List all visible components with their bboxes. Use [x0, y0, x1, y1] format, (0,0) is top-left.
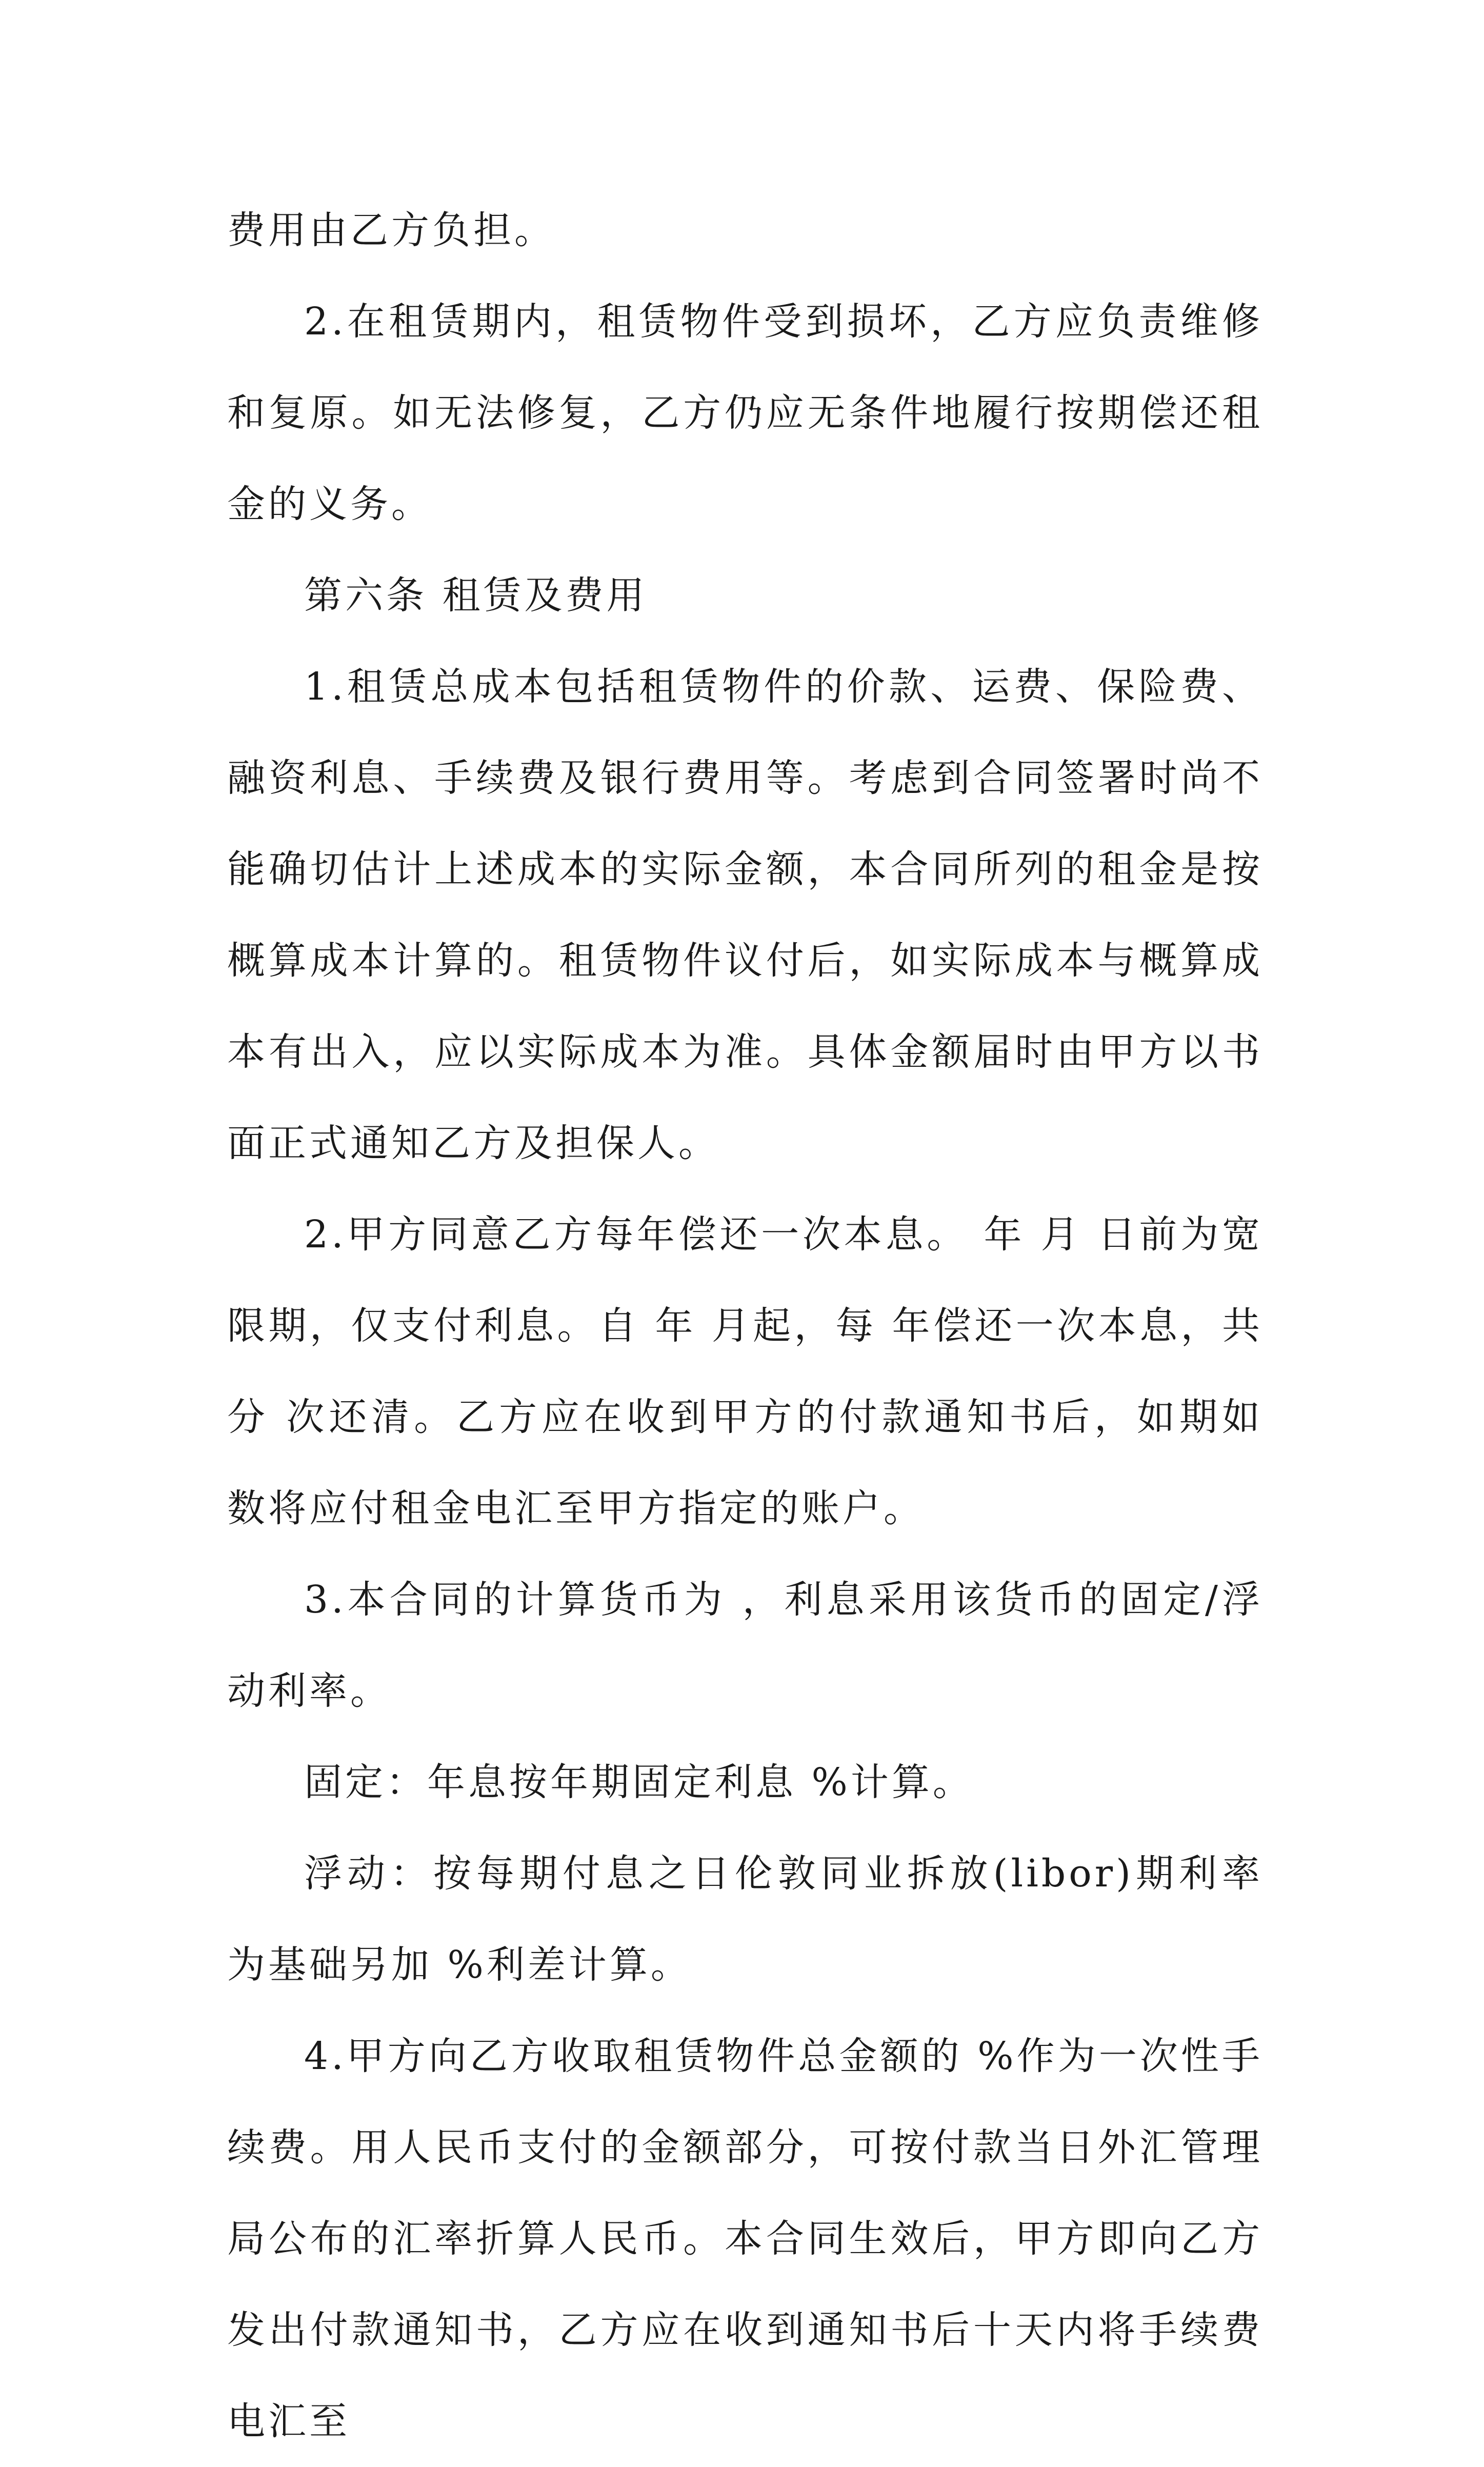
article-6-heading: 第六条 租赁及费用	[304, 573, 648, 618]
document-body	[227, 185, 1263, 2467]
paragraph-expense-bearer: 费用由乙方负担。	[227, 208, 555, 252]
paragraph-handling-fee: 4.甲方向乙方收取租赁物件总金额的 %作为一次性手续费。用人民币支付的金额部分，可按付款当日外汇管理局公布的汇率折算人民币。本合同生效后，甲方即向乙方发出付款通知书，乙方应在收到通知书后十天内将手续费电汇至	[227, 2034, 1263, 2443]
paragraph-repayment-schedule: 2.甲方同意乙方每年偿还一次本息。 年 月 日前为宽限期，仅支付利息。自 年 月起，每 年偿还一次本息，共分 次还清。乙方应在收到甲方的付款通知书后，如期如数将应付租金电汇至甲方指定的账户。	[227, 1212, 1263, 1530]
paragraph-floating-rate: 浮动：按每期付息之日伦敦同业拆放(libor)期利率为基础另加 %利差计算。	[227, 1852, 1263, 1987]
paragraph-damage-repair: 2.在租赁期内，租赁物件受到损坏，乙方应负责维修和复原。如无法修复，乙方仍应无条件地履行按期偿还租金的义务。	[227, 300, 1263, 526]
paragraph-total-cost: 1.租赁总成本包括租赁物件的价款、运费、保险费、融资利息、手续费及银行费用等。考虑到合同签署时尚不能确切估计上述成本的实际金额，本合同所列的租金是按概算成本计算的。租赁物件议付后，如实际成本与概算成本有出入，应以实际成本为准。具体金额届时由甲方以书面正式通知乙方及担保人。	[227, 665, 1263, 1165]
paragraph-fixed-rate: 固定：年息按年期固定利息 %计算。	[304, 1760, 974, 1804]
paragraph-currency-rate: 3.本合同的计算货币为 ，利息采用该货币的固定/浮动利率。	[227, 1578, 1263, 1713]
